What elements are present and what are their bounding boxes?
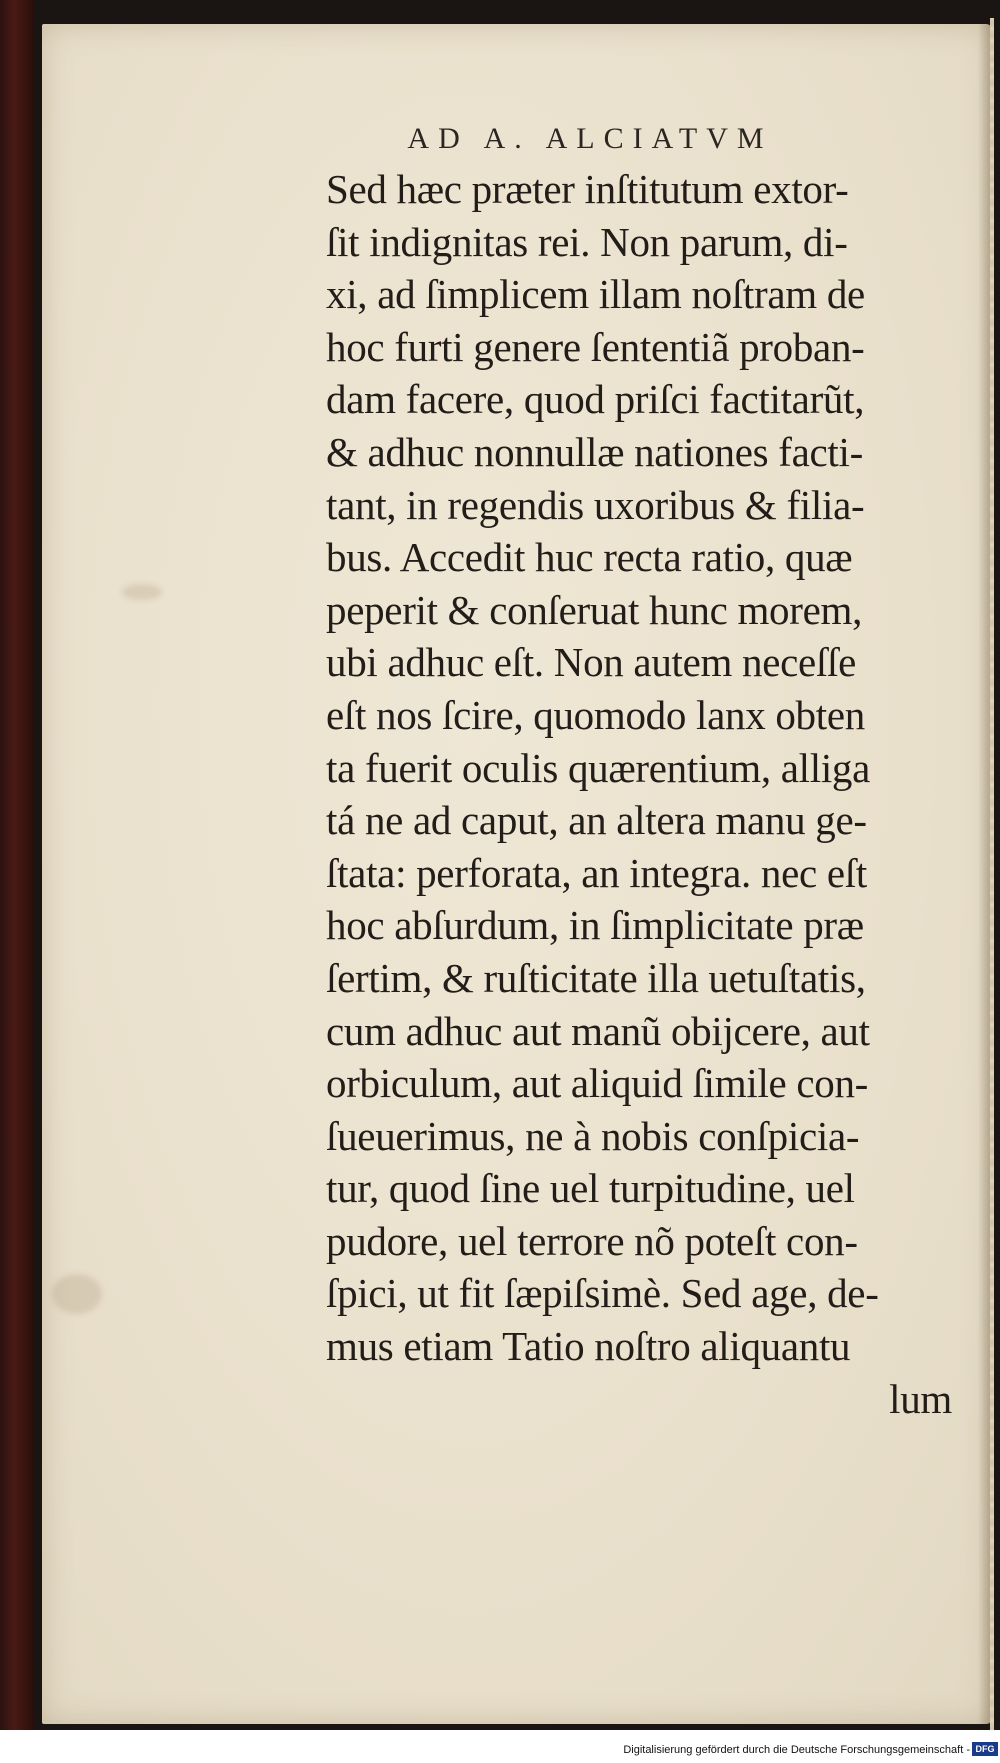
text-line: orbiculum, aut aliquid ſimile con- <box>326 1060 869 1107</box>
text-line: ſtata: perforata, an integra. nec eſt <box>326 849 867 896</box>
text-line: ſertim, & ruſticitate illa uetuſtatis, <box>326 954 866 1001</box>
text-line: ubi adhuc eſt. Non autem neceſſe <box>326 639 857 686</box>
dfg-logo: DFG <box>972 1742 998 1756</box>
text-line: bus. Accedit huc recta ratio, quæ <box>326 534 853 581</box>
paper-stain <box>122 584 162 600</box>
book-spine-edge <box>0 0 34 1730</box>
text-line: ta fuerit oculis quærentium, alliga <box>326 744 871 791</box>
text-line: pudore, uel terrore nõ poteſt con- <box>326 1217 858 1264</box>
text-line: hoc abſurdum, in ſimplicitate præ <box>326 902 864 949</box>
catchword: lum <box>889 1375 952 1422</box>
text-line: Sed hæc præter inſtitutum extor- <box>326 166 849 212</box>
text-line: hoc furti genere ſententiã proban- <box>326 323 865 370</box>
funding-credit: Digitalisierung gefördert durch die Deutsche Forschungsgemeinschaft - <box>623 1744 970 1756</box>
page-text-block <box>326 163 966 1425</box>
running-head: AD A. ALCIATVM <box>407 122 773 155</box>
text-line: ſpici, ut fit ſæpiſsimè. Sed age, de- <box>326 1270 879 1317</box>
text-line: xi, ad ſimplicem illam noſtram de <box>326 271 865 318</box>
text-line: & adhuc nonnullæ nationes facti- <box>326 428 863 475</box>
text-line: cum adhuc aut manũ obijcere, aut <box>326 1007 870 1054</box>
text-line: eſt nos ſcire, quomodo lanx obten <box>326 691 865 738</box>
text-line: tur, quod ſine uel turpitudine, uel <box>326 1165 855 1212</box>
paper-stain <box>52 1274 102 1314</box>
text-line: peperit & conſeruat hunc morem, <box>326 586 863 633</box>
text-line: tá ne ad caput, an altera manu ge- <box>326 797 867 844</box>
text-line: mus etiam Tatio noſtro aliquantu <box>326 1323 851 1370</box>
text-line: dam facere, quod priſci factitarũt, <box>326 376 865 423</box>
text-line: tant, in regendis uxoribus & filia- <box>326 481 865 528</box>
page-stack-edge <box>990 18 994 1733</box>
text-line: ſit indignitas rei. Non parum, di- <box>326 218 848 265</box>
text-line: ſueuerimus, ne à nobis conſpicia- <box>326 1112 860 1159</box>
